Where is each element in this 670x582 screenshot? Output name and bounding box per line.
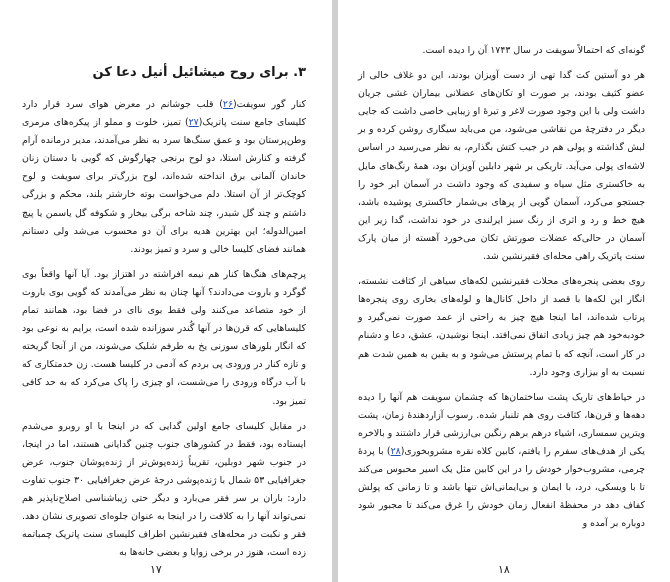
left-paragraph-2: پرچم‌های هنگ‌ها کنار هم نیمه افراشته در اهتزاز بود. آیا آنها واقعاً بوی گوگرد و باروت می‌دادند؟ آنها چنان به نظر می‌آمدند که گویی بوی باروت از خود متصاعد می‌کنند ولی فقط بوی ناای در فضا بود، همانند تمام کلیساهایی که قرن‌ها در آنها گُندر سوزانده شده است، برایم به نوعی بود که انگار بلورهای سوزنی یخ به طرفم شلیک می‌شوند، من از آنجا گریخته و تازه کنار در ورودی پی بردم که آدمی در کلیسا هست. زن خدمتکاری که با آب درگاه ورودی را می‌شست، او چیزی را پاک می‌کرد که به حد کافی تمیز بود. [22,268,306,407]
chapter-title: ۳. برای روح میشائیل أنیل دعا کن [92,65,306,80]
right-page [338,0,670,582]
right-paragraph-2: هر دو آستین کت گدا تهی از دست آویزان بودند، این دو غلاف خالی از عضو کثیف بودند، بر صورت او تکان‌های عضلانی بیماران غشی جریان داشت ولی با این وجود صورت لاغر و تیرهٔ او زیبایی خاصی داشت که جایی دیگر در دفترچهٔ من نقاشی می‌شود، من می‌باید سیگاری روشن کرده و بر لبش گذاشته و پولی هم در جیب کتش بگذارم، به نظر می‌رسید در اساس لاشه‌ای پولی می‌آید. تاریکی بر شهر دابلین آویزان بود، همهٔ رنگ‌های مایل به خاکستری مثل سیاه و سفیدی که وجود داشت در آسمان ابر خود را جستجو می‌کرد، آسمان گویی از پرهای بی‌شمار خاکستری پوشیده باشد، هیچ خط و رد و اثری از رنگ سبز ایرلندی در خود نداشت، گدا زیر این آسمان در حالی‌که عضلات صورتش تکان می‌خورد آهسته از میان پارک سنت پاتریک راهی محله‌ای فقیرنشین شد. [358,70,645,263]
left-p1-text-b: ) قلب جوشانم در معرض هوای سرد قرار دارد کلیسای جامع سنت پاتریک( [22,99,306,129]
right-paragraph-4 [358,389,645,534]
page-number-right: ۱۸ [498,563,510,576]
right-paragraph-3: روی بعضی پنجره‌های محلات فقیرنشین لکه‌های سیاهی از کثافت نشسته، انگار این لکه‌ها با قصد از داخل کانال‌ها و لوله‌های بخاری روی پنجره‌ها پرتاب شده‌اند، اما اینجا هیچ چیز به راحتی از عمد صورت نمی‌گیرد و خودبه‌خود هم چیز زیادی اتفاق نمی‌افتد. اینجا نوشیدن، عشق، دعا و دشنام در کار است، آنچه که با تمام پرستش می‌شود و به یقین به همین شدت هم نسبت به او بیزاری وجود دارد. [358,276,645,378]
left-paragraph-3: در مقابل کلیسای جامع اولین گدایی که در اینجا با او روبرو می‌شدم ایستاده بود، فقط در کشورهای جنوب چنین گدایانی هستند، اما در اینجا، در جنوب شهر دوبلین، تقریباً ژنده‌پوش‌تر از ژنده‌پوشان جنوب، عرض جغرافیایی ۵۳ شمال با ژنده‌پوشی درجهٔ عرض جغرافیایی ۳۰ جنوب تفاوت دارد: باران بر سر فقر می‌بارد و دیگر حتی زیباشناسی اصلاح‌ناپذیر هم نمی‌تواند آنها را به کلافت را در اینجا به عنوان جلوه‌ای تصویری نشان دهد. فقر و نکبت در محله‌های فقیرنشین اطراف کلیسای سنت پاتریک چمباتمه زده است، هنوز در برخی زوایا و بعضی خانه‌ها به [22,420,306,559]
left-paragraph-1 [22,96,306,259]
left-page [0,0,332,582]
left-p1-text-a: کنار گور سویفت( [232,99,306,110]
right-p4-text-a: در حیاط‌های تاریک پشت ساختمان‌ها که چشمان سویفت هم آنها را دیده دهه‌ها و قرن‌ها، کثافت روی هم تلنبار شده. رسوب آزاردهندهٔ زمان، پشت ویترین سمساری، اشیاء درهم برهم رنگین بی‌ارزشی قرار داشتند و بالاخره یکی از هدف‌های سفرم را یافتم، کابین کلاه نقره مشروبخوری( [358,391,646,457]
footnote-link-28[interactable]: ۲۸ [390,445,401,457]
right-p4-text-b: ) با پردهٔ چرمی، مشروب‌خوار خودش را در این کابین مثل یک اسیر محبوس می‌کند تا با ویسکی، درد، با ایمان و بی‌ایمانی‌اش تنها باشد و تا زمانی که پولش کفاف دهد در محفظهٔ انفعال زمان خودش را غرق می‌کند تا مجبور شود دوباره بر آمده و [358,445,645,530]
left-p1-text-c: ) تمیز، خلوت و مملو از پیکره‌های مرمری وطن‌پرستان بود و عمق سنگ‌ها سرد به نظر می‌آمدند، مدیر درمانده آرام گرفته و کنارش استلا، دو لوح برنجی چهارگوش که گویی با دستان زنان خاندان آلمانی برق انداخته شده‌اند، لوح بزرگ‌تر برای سویفت و لوح کوچک‌تر از آن استلا. دلم می‌خواست بوته خارشتر بلند، محکم و بزرگی داشتم و چند گل شبدر، چند شاخه برگی بیخار و شکوفه گل یاسمن یا پیچ امین‌الدوله؛ این بهترین هدیه برای آن دو محسوب می‌شد ولی دستانم همانند فضای کلیسا خالی و سرد و تمیز بودند. [22,117,306,255]
page-number-left: ۱۷ [150,563,162,576]
footnote-link-27[interactable]: ۲۷ [188,117,199,129]
right-paragraph-1: گونه‌ای که احتمالاً سویفت در سال ۱۷۴۳ آن را دیده است. [422,45,645,56]
footnote-link-26[interactable]: ۲۶ [222,99,233,110]
